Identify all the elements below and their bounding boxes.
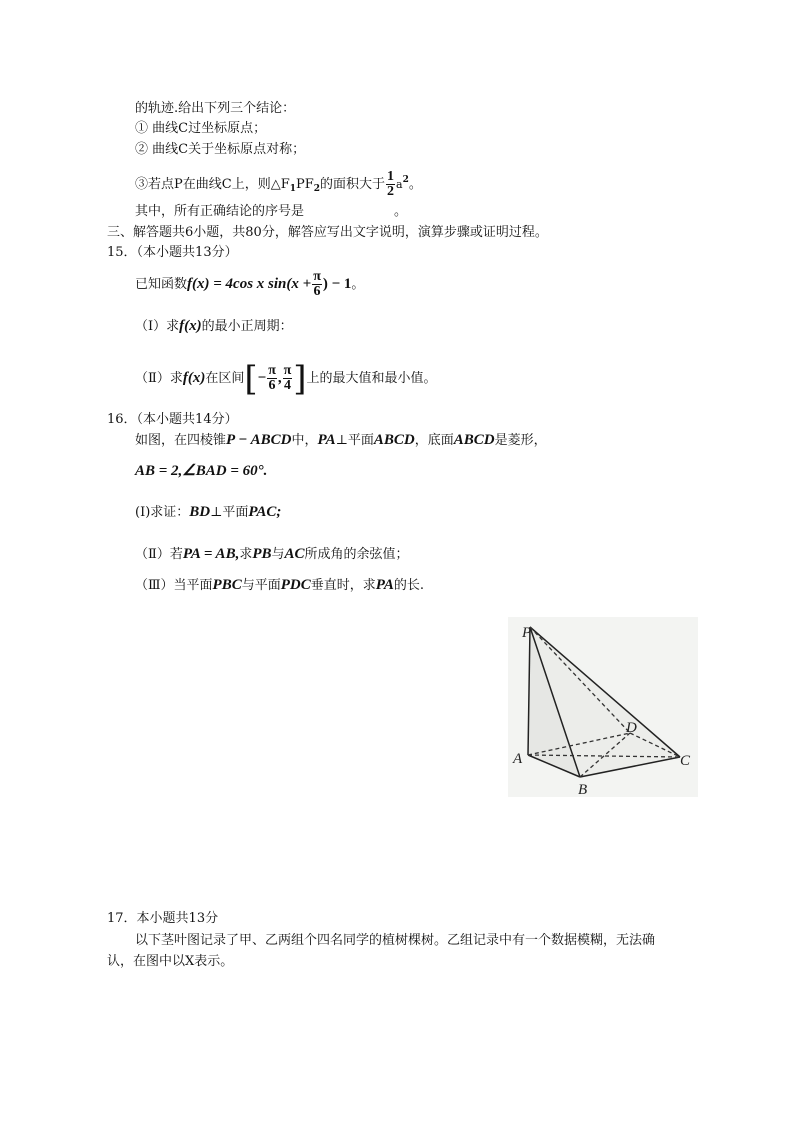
q16-math-4: ABCD xyxy=(453,432,495,448)
answer-end: 。 xyxy=(394,204,408,219)
q16-p1-m2: PAC; xyxy=(248,504,282,520)
q16-p3-m1: PBC xyxy=(212,577,242,593)
frac-num: π xyxy=(313,269,321,284)
q16-condition: AB = 2,∠BAD = 60°. xyxy=(135,463,268,479)
q16-statement xyxy=(135,431,547,450)
q15-p2-pre: （Ⅱ）求 xyxy=(135,371,183,386)
q16-math-1: P − ABCD xyxy=(226,432,292,448)
q16-part-2 xyxy=(135,545,409,564)
pyramid-diagram xyxy=(508,617,698,797)
q16-part-3 xyxy=(135,576,424,595)
q15-p2-f: f(x) xyxy=(182,370,206,386)
q16-p1-a: (Ⅰ)求证： xyxy=(135,505,190,520)
label-c: C xyxy=(680,753,691,769)
q15-p1-f: f(x) xyxy=(179,318,202,334)
comma: , xyxy=(277,370,282,386)
superscript-2: 2 xyxy=(402,175,409,185)
q16-text-a: 如图，在四棱锥 xyxy=(135,433,227,448)
q16-p3-d: 的长. xyxy=(393,578,424,593)
q16-p3-a: （Ⅲ）当平面 xyxy=(135,578,213,593)
label-d: D xyxy=(626,720,637,736)
q16-p2-c: 与 xyxy=(271,547,285,562)
q15-p1-pre: （Ⅰ）求 xyxy=(135,319,180,334)
conclusion-2: ② 曲线C关于坐标原点对称； xyxy=(135,142,306,157)
q17-header: 17．本小题共13分 xyxy=(107,911,219,926)
q16-text-e: 是菱形， xyxy=(494,433,547,448)
frac-den: 4 xyxy=(283,378,291,393)
frac-num: π xyxy=(283,363,292,378)
left-bracket: [ xyxy=(244,358,258,399)
conclusion-3-text: ③若点P在曲线C上，则△F xyxy=(135,177,290,192)
q16-p2-m1: PA = AB, xyxy=(182,546,240,562)
q16-part-1 xyxy=(135,503,281,522)
q16-p2-m3: AC xyxy=(284,546,305,562)
intro-text: 的轨迹.给出下列三个结论： xyxy=(135,101,296,116)
q15-p2-post: 上的最大值和最小值。 xyxy=(306,371,437,386)
conclusion-3-pf: PF xyxy=(295,177,314,192)
fraction-pi-4 xyxy=(283,364,293,393)
q16-p3-b: 与平面 xyxy=(241,578,281,593)
q16-text-c: ⊥平面 xyxy=(335,433,374,448)
q16-header: 16．（本小题共14分） xyxy=(107,412,238,427)
frac-den: 2 xyxy=(387,184,395,199)
right-bracket: ] xyxy=(293,358,307,399)
q16-p2-b: 求 xyxy=(239,547,253,562)
frac-num: 1 xyxy=(387,169,395,184)
fraction-pi-6 xyxy=(312,270,322,299)
frac-den: 6 xyxy=(268,378,276,393)
answer-line xyxy=(135,203,407,221)
conclusion-3 xyxy=(135,162,422,198)
section-3-heading: 三、解答题共6小题，共80分，解答应写出文字说明，演算步骤或证明过程。 xyxy=(107,225,548,240)
frac-den: 6 xyxy=(313,284,321,299)
label-p: P xyxy=(522,625,532,641)
fraction-half xyxy=(386,170,395,199)
minus-sign: − xyxy=(257,370,267,386)
q15-given-text: 已知函数 xyxy=(135,277,188,292)
subscript-2: 2 xyxy=(313,184,321,194)
fraction-pi-6-neg xyxy=(267,364,277,393)
q15-part-2 xyxy=(135,358,437,398)
subscript-1: 1 xyxy=(289,184,296,194)
period: 。 xyxy=(408,177,422,192)
q17-line-1: 以下茎叶图记录了甲、乙两组个四名同学的植树棵树。乙组记录中有一个数据模糊，无法确 xyxy=(135,933,656,948)
var-a: a xyxy=(396,178,403,191)
q16-p2-d: 所成角的余弦值； xyxy=(304,547,409,562)
q16-p2-a: （Ⅱ）若 xyxy=(135,547,183,562)
q15-part-1 xyxy=(135,317,293,336)
q15-function: f(x) = 4cos x sin(x + xyxy=(187,276,312,292)
q15-function-tail: ) − 1 xyxy=(322,276,352,292)
q16-p3-m3: PA xyxy=(375,577,394,593)
q16-text-d: ，底面 xyxy=(414,433,454,448)
pyramid-figure xyxy=(508,617,698,797)
conclusion-3-area: 的面积大于 xyxy=(320,177,386,192)
q16-math-2: PA xyxy=(317,432,336,448)
q16-p1-b: ⊥平面 xyxy=(210,505,249,520)
conclusion-1: ① 曲线C过坐标原点； xyxy=(135,121,267,136)
q16-p3-m2: PDC xyxy=(280,577,311,593)
label-b: B xyxy=(578,782,588,797)
q15-header: 15．（本小题共13分） xyxy=(107,245,238,260)
period: 。 xyxy=(351,277,365,292)
q16-p1-m1: BD xyxy=(189,504,211,520)
q16-p3-c: 垂直时，求 xyxy=(310,578,376,593)
q15-given xyxy=(135,264,364,304)
q17-line-2: 认，在图中以X表示。 xyxy=(107,954,234,969)
q15-p2-mid: 在区间 xyxy=(205,371,245,386)
q16-text-b: 中， xyxy=(291,433,318,448)
q16-p2-m2: PB xyxy=(252,546,272,562)
label-a: A xyxy=(513,751,523,767)
frac-num: π xyxy=(268,363,276,378)
q16-math-3: ABCD xyxy=(373,432,415,448)
answer-prompt: 其中，所有正确结论的序号是 xyxy=(135,204,305,219)
q15-p1-post: 的最小正周期： xyxy=(201,319,293,334)
